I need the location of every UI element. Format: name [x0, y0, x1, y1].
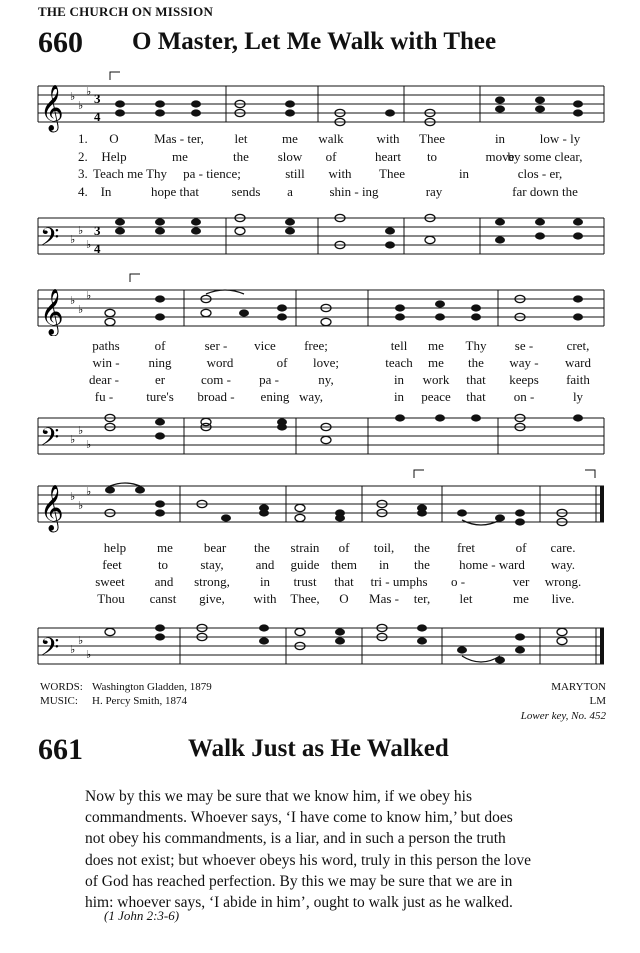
- lyric-syllable: word: [206, 355, 234, 370]
- lyric-syllable: the: [254, 540, 270, 555]
- svg-text:♭: ♭: [70, 234, 76, 246]
- lyric-syllable: way,: [298, 389, 324, 404]
- lyric-syllable: in: [458, 166, 470, 181]
- lyric-syllable: er: [154, 372, 166, 387]
- hymn-title-660: O Master, Let Me Walk with Thee: [132, 28, 497, 55]
- lyric-syllable: of: [325, 149, 337, 164]
- reading-line: commandments. Whoever says, ‘I have come to know him,’ but does: [85, 809, 513, 827]
- lyric-syllable: win -: [92, 355, 120, 370]
- svg-text:♭: ♭: [70, 491, 76, 503]
- words-credit: Washington Gladden, 1879: [92, 681, 212, 693]
- lyric-syllable: and: [255, 557, 275, 572]
- lower-key-note: Lower key, No. 452: [520, 710, 606, 722]
- svg-text:𝄢: 𝄢: [40, 223, 60, 258]
- lyric-syllable: move: [485, 149, 515, 164]
- music-system-3-treble: [0, 466, 640, 536]
- lyric-syllable: strong,: [194, 574, 230, 589]
- svg-text:4: 4: [94, 109, 101, 124]
- lyric-syllable: in: [393, 372, 405, 387]
- lyric-syllable: of: [515, 540, 527, 555]
- svg-text:♭: ♭: [86, 239, 92, 251]
- lyric-syllable: wrong.: [544, 574, 582, 589]
- lyric-syllable: me: [428, 355, 444, 370]
- lyric-syllable: to: [426, 149, 438, 164]
- lyric-syllable: work: [422, 372, 450, 387]
- lyric-syllable: care.: [550, 540, 576, 555]
- svg-text:♭: ♭: [86, 486, 92, 498]
- svg-text:𝄞: 𝄞: [40, 289, 64, 335]
- scripture-reading: [85, 786, 605, 913]
- lyric-syllable: peace: [421, 389, 451, 404]
- lyric-syllable: ening: [260, 389, 290, 404]
- reading-line: of God has reached perfection. By this we may be sure that we are in: [85, 872, 513, 890]
- lyric-syllable: hope that: [150, 184, 200, 199]
- lyric-syllable: low - ly: [539, 131, 581, 146]
- lyric-syllable: bear: [203, 540, 227, 555]
- lyric-syllable: Thy: [465, 338, 487, 353]
- lyric-syllable: Thee: [379, 166, 405, 181]
- svg-text:𝄢: 𝄢: [40, 423, 60, 458]
- svg-text:3: 3: [94, 91, 101, 106]
- lyric-syllable: and: [154, 574, 174, 589]
- lyric-syllable: Thee: [419, 131, 445, 146]
- lyric-syllable: ture's: [146, 389, 174, 404]
- lyric-syllable: on -: [513, 389, 535, 404]
- music-credit: H. Percy Smith, 1874: [92, 695, 188, 707]
- lyric-syllable: home - ward: [459, 557, 525, 572]
- svg-text:♭: ♭: [78, 100, 84, 112]
- lyric-syllable: them: [331, 557, 357, 572]
- lyric-syllable: ter,: [413, 591, 431, 606]
- lyric-syllable: dear -: [89, 372, 119, 387]
- svg-text:♭: ♭: [78, 225, 84, 237]
- lyric-syllable: keeps: [509, 372, 539, 387]
- lyric-syllable: way -: [509, 355, 539, 370]
- lyric-syllable: a: [287, 184, 293, 199]
- music-system-2-bass: [0, 402, 640, 468]
- lyric-syllable: love;: [313, 355, 339, 370]
- svg-text:𝄢: 𝄢: [40, 633, 60, 668]
- lyric-syllable: O: [339, 591, 349, 606]
- lyric-syllable: of: [276, 355, 288, 370]
- hymn-number-661: 661: [38, 733, 83, 766]
- lyric-syllable: the: [414, 557, 430, 572]
- lyric-syllable: let: [459, 591, 473, 606]
- lyric-syllable: ser -: [204, 338, 228, 353]
- music-system-2-treble: [0, 270, 640, 336]
- verse-number-2: 2.: [78, 149, 88, 164]
- lyric-syllable: me: [513, 591, 529, 606]
- lyric-syllable: sends: [231, 184, 261, 199]
- lyric-syllable: that: [334, 574, 354, 589]
- svg-text:♭: ♭: [70, 644, 76, 656]
- svg-text:♭: ♭: [86, 649, 92, 661]
- lyric-syllable: ny,: [318, 372, 334, 387]
- svg-text:𝄞: 𝄞: [40, 485, 64, 531]
- lyric-syllable: the: [233, 149, 249, 164]
- lyric-syllable: the: [468, 355, 484, 370]
- lyric-syllable: Mas -: [369, 591, 399, 606]
- lyric-syllable: way.: [550, 557, 576, 572]
- lyric-syllable: clos - er,: [517, 166, 563, 181]
- lyric-syllable: with: [376, 131, 400, 146]
- lyric-syllable: slow: [277, 149, 303, 164]
- lyric-syllable: ning: [148, 355, 172, 370]
- lyric-syllable: Mas - ter,: [154, 131, 204, 146]
- svg-text:♭: ♭: [78, 635, 84, 647]
- lyric-syllable: strain: [290, 540, 320, 555]
- reading-line: him: whoever says, ‘I abide in him’, ought to walk just as he walked.: [85, 894, 513, 912]
- lyric-syllable: ly: [572, 389, 584, 404]
- lyric-syllable: give,: [199, 591, 225, 606]
- lyric-syllable: toil,: [373, 540, 395, 555]
- lyric-syllable: sweet: [95, 574, 125, 589]
- lyric-syllable: help: [103, 540, 127, 555]
- svg-text:4: 4: [94, 241, 101, 256]
- lyric-syllable: fu -: [94, 389, 114, 404]
- lyric-syllable: me: [172, 149, 188, 164]
- scripture-citation: (1 John 2:3-6): [104, 908, 180, 923]
- reading-line: does not exist; but whoever obeys his word, truly in this person the love: [85, 851, 531, 869]
- lyric-syllable: tell: [390, 338, 408, 353]
- lyric-syllable: that: [466, 389, 486, 404]
- lyric-syllable: Thou: [97, 591, 125, 606]
- music-system-1-treble: [0, 70, 640, 140]
- lyric-syllable: in: [378, 557, 390, 572]
- lyric-syllable: stay,: [200, 557, 224, 572]
- lyric-syllable: guide: [290, 557, 320, 572]
- lyric-syllable: shin - ing: [329, 184, 379, 199]
- lyric-syllable: me: [428, 338, 444, 353]
- verse-number-4: 4.: [78, 184, 88, 199]
- lyric-syllable: to: [157, 557, 169, 572]
- lyric-syllable: me: [157, 540, 173, 555]
- lyric-syllable: com -: [201, 372, 231, 387]
- lyric-syllable: pa - tience;: [183, 166, 241, 181]
- svg-text:♭: ♭: [86, 86, 92, 98]
- lyric-syllable: that: [466, 372, 486, 387]
- lyric-syllable: Help: [101, 149, 127, 164]
- music-system-3-bass: [0, 616, 640, 682]
- lyric-syllable: live.: [551, 591, 575, 606]
- tune-name: MARYTON: [551, 681, 606, 693]
- lyric-syllable: of: [338, 540, 350, 555]
- lyric-syllable: let: [234, 131, 248, 146]
- lyric-syllable: in: [259, 574, 271, 589]
- svg-text:𝄞: 𝄞: [40, 85, 64, 131]
- lyric-syllable: me: [282, 131, 298, 146]
- lyric-syllable: feet: [102, 557, 122, 572]
- svg-text:♭: ♭: [70, 295, 76, 307]
- lyric-syllable: In: [100, 184, 112, 199]
- lyric-syllable: fret: [456, 540, 476, 555]
- reading-line: Now by this we may be sure that we know him, if we obey his: [85, 788, 473, 805]
- lyric-syllable: se -: [514, 338, 534, 353]
- svg-text:♭: ♭: [70, 91, 76, 103]
- lyric-syllable: ward: [565, 355, 591, 370]
- lyric-syllable: Thee,: [290, 591, 320, 606]
- svg-text:3: 3: [94, 223, 101, 238]
- lyric-syllable: paths: [92, 338, 120, 353]
- svg-text:♭: ♭: [78, 500, 84, 512]
- lyric-syllable: o -: [450, 574, 466, 589]
- lyric-syllable: with: [328, 166, 352, 181]
- lyric-syllable: the: [414, 540, 430, 555]
- music-label: MUSIC:: [40, 695, 78, 707]
- words-label: WORDS:: [40, 681, 83, 693]
- lyric-syllable: with: [253, 591, 277, 606]
- lyric-syllable: pa -: [259, 372, 279, 387]
- lyric-syllable: walk: [318, 131, 344, 146]
- music-system-1-bass: [0, 206, 640, 272]
- lyric-syllable: ray: [425, 184, 443, 199]
- lyric-syllable: heart: [375, 149, 401, 164]
- lyric-syllable: in: [494, 131, 506, 146]
- svg-text:♭: ♭: [78, 425, 84, 437]
- lyric-syllable: tri - umphs: [370, 574, 428, 589]
- svg-text:♭: ♭: [86, 290, 92, 302]
- hymn-number-660: 660: [38, 26, 83, 59]
- hymn-title-661: Walk Just as He Walked: [188, 735, 449, 762]
- lyric-syllable: cret,: [566, 338, 590, 353]
- lyric-syllable: ver: [512, 574, 530, 589]
- running-head: THE CHURCH ON MISSION: [38, 4, 214, 19]
- verse-number-1: 1.: [78, 131, 88, 146]
- lyric-syllable: far down the: [512, 184, 578, 199]
- meter: LM: [589, 695, 606, 707]
- lyric-syllable: Teach me Thy: [93, 166, 167, 181]
- lyric-syllable: in: [393, 389, 405, 404]
- lyric-syllable: trust: [293, 574, 317, 589]
- reading-line: not obey his commandments, is a liar, and in such a person the truth: [85, 830, 506, 848]
- svg-text:♭: ♭: [78, 304, 84, 316]
- lyric-syllable: of: [154, 338, 166, 353]
- lyric-syllable: faith: [566, 372, 590, 387]
- svg-text:♭: ♭: [70, 434, 76, 446]
- lyric-syllable: broad -: [197, 389, 235, 404]
- lyric-syllable: O: [109, 131, 119, 146]
- verse-number-3: 3.: [78, 166, 88, 181]
- lyric-syllable: teach: [385, 355, 413, 370]
- lyric-syllable: canst: [149, 591, 177, 606]
- lyric-syllable: vice: [254, 338, 276, 353]
- lyric-syllable: by some clear,: [507, 149, 583, 164]
- lyric-syllable: free;: [304, 338, 328, 353]
- svg-text:♭: ♭: [86, 439, 92, 451]
- lyric-syllable: still: [285, 166, 305, 181]
